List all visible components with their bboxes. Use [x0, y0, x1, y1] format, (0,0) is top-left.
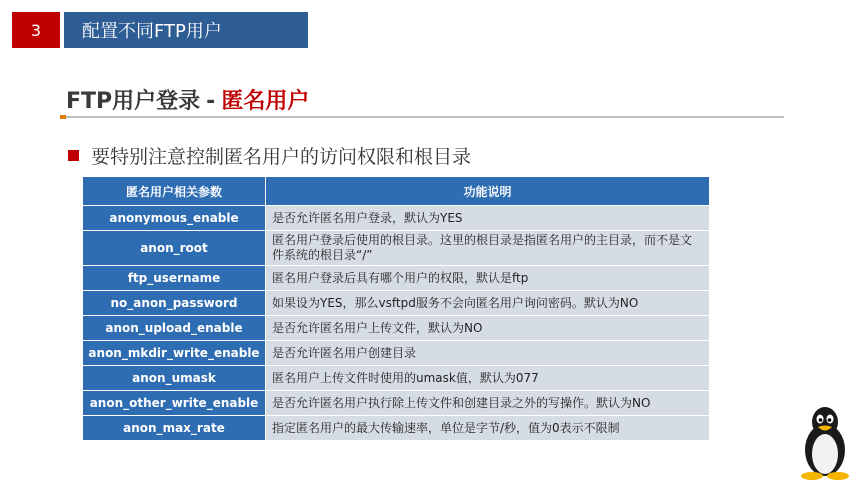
param-name: anon_other_write_enable — [83, 391, 266, 416]
column-header-description: 功能说明 — [266, 177, 710, 206]
params-table — [82, 176, 710, 441]
param-description: 匿名用户登录后具有哪个用户的权限，默认是ftp — [266, 266, 710, 291]
param-name: anon_upload_enable — [83, 316, 266, 341]
param-name: anon_max_rate — [83, 416, 266, 441]
square-bullet-icon — [68, 150, 79, 161]
param-name: ftp_username — [83, 266, 266, 291]
param-name: no_anon_password — [83, 291, 266, 316]
section-title: 配置不同FTP用户 — [64, 12, 308, 48]
param-description: 是否允许匿名用户上传文件，默认为NO — [266, 316, 710, 341]
param-name: anon_root — [83, 231, 266, 266]
param-name: anonymous_enable — [83, 206, 266, 231]
divider-accent-tick — [60, 115, 66, 119]
table-row — [83, 391, 710, 416]
heading-separator: - — [206, 89, 216, 114]
table-row — [83, 266, 710, 291]
heading-divider — [66, 116, 784, 118]
table-row — [83, 291, 710, 316]
param-description: 是否允许匿名用户创建目录 — [266, 341, 710, 366]
heading-accent: 匿名用户 — [221, 89, 310, 114]
param-description: 匿名用户登录后使用的根目录。这里的根目录是指匿名用户的主目录，而不是文件系统的根目录“/” — [266, 231, 710, 266]
table-row — [83, 341, 710, 366]
param-description: 是否允许匿名用户执行除上传文件和创建目录之外的写操作。默认为NO — [266, 391, 710, 416]
param-description: 是否允许匿名用户登录，默认为YES — [266, 206, 710, 231]
table-row — [83, 316, 710, 341]
table-row — [83, 231, 710, 266]
param-description: 如果设为YES，那么vsftpd服务不会向匿名用户询问密码。默认为NO — [266, 291, 710, 316]
linux-penguin-icon — [796, 404, 854, 480]
table-row — [83, 366, 710, 391]
bullet-point — [68, 142, 471, 169]
table-header-row — [83, 177, 710, 206]
param-description: 指定匿名用户的最大传输速率，单位是字节/秒，值为0表示不限制 — [266, 416, 710, 441]
page-heading — [66, 84, 309, 115]
slide-number: 3 — [12, 12, 60, 48]
table-row — [83, 206, 710, 231]
heading-prefix: FTP用户登录 — [66, 89, 201, 114]
param-description: 匿名用户上传文件时使用的umask值，默认为077 — [266, 366, 710, 391]
bullet-text: 要特别注意控制匿名用户的访问权限和根目录 — [91, 146, 472, 168]
param-name: anon_umask — [83, 366, 266, 391]
column-header-param: 匿名用户相关参数 — [83, 177, 266, 206]
table-row — [83, 416, 710, 441]
param-name: anon_mkdir_write_enable — [83, 341, 266, 366]
